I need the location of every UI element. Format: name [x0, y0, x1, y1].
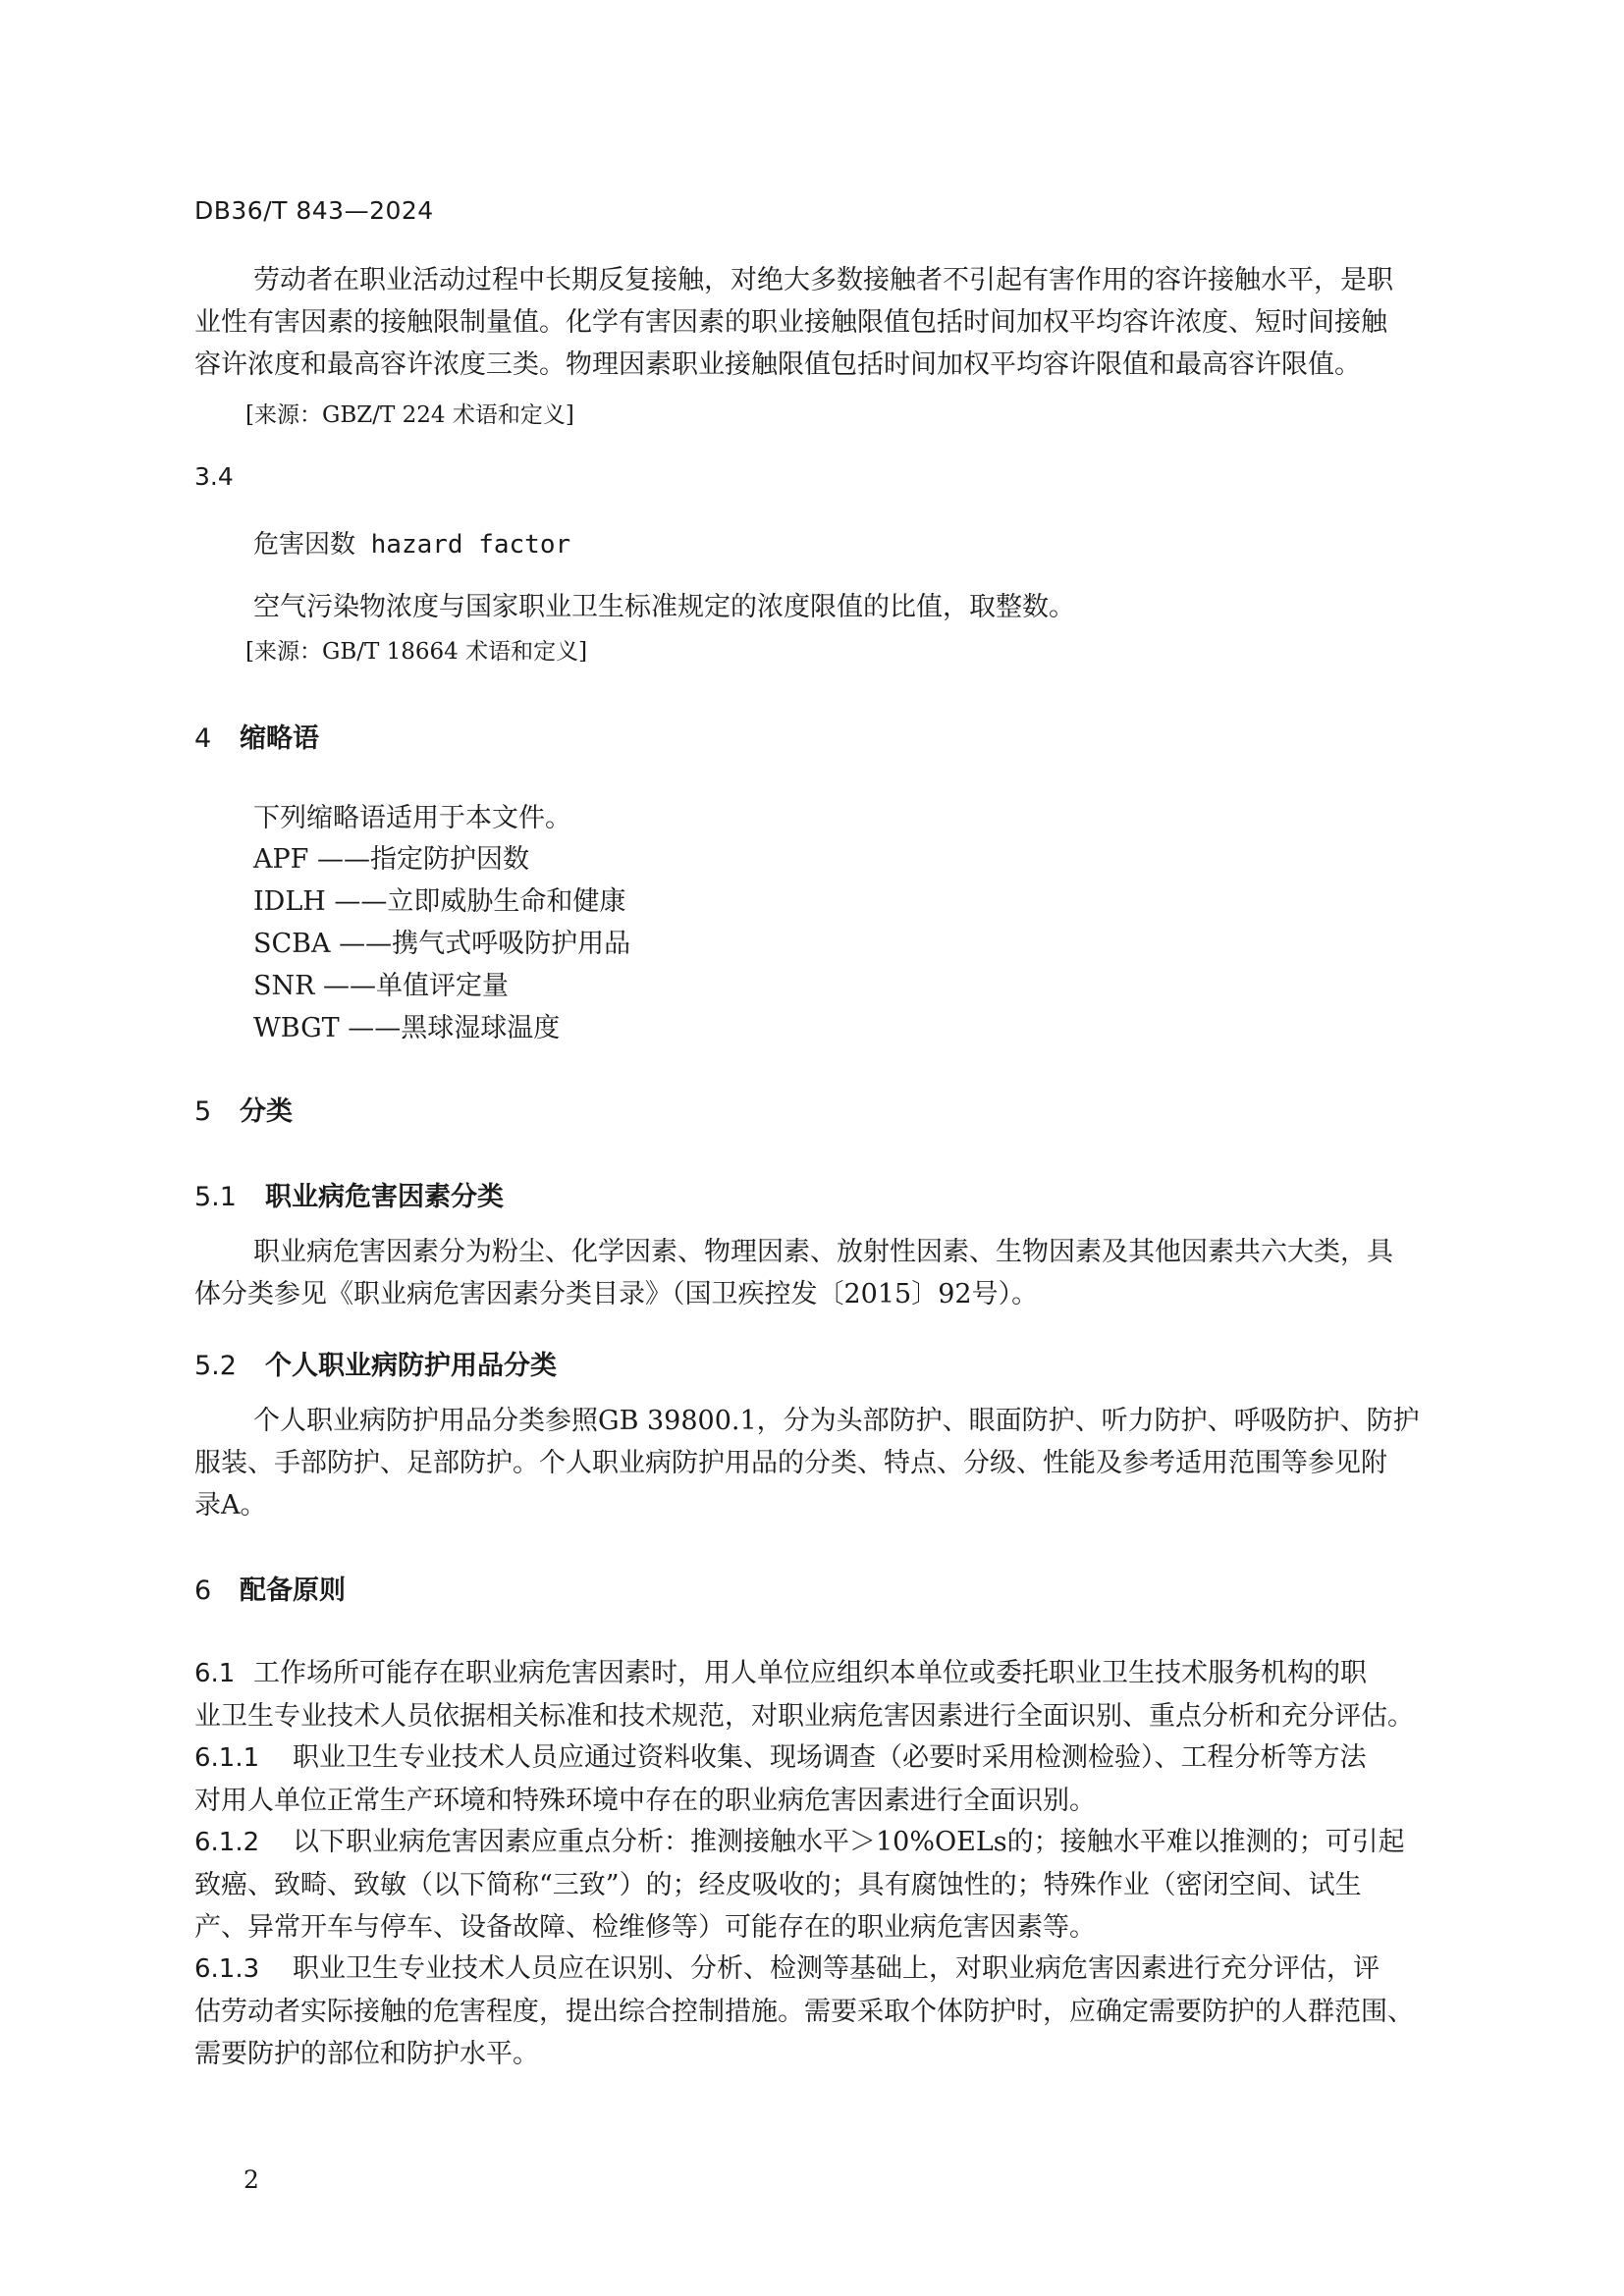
text-line: 服装、手部防护、足部防护。个人职业病防护用品的分类、特点、分级、性能及参考适用范围等参见附 — [194, 1448, 1387, 1478]
text-line: 产、异常开车与停车、设备故障、检维修等）可能存在的职业病危害因素等。 — [194, 1912, 1096, 1943]
abbreviation-dash: —— — [317, 844, 370, 875]
text-line: 容许浓度和最高容许浓度三类。物理因素职业接触限值包括时间加权平均容许限值和最高容许限值。 — [194, 349, 1361, 380]
text-line: 业性有害因素的接触限制量值。化学有害因素的职业接触限值包括时间加权平均容许浓度、短时间接触 — [194, 307, 1387, 338]
abbreviation-term: APF — [253, 844, 309, 875]
text-line: 估劳动者实际接触的危害程度，提出综合控制措施。需要采取个体防护时，应确定需要防护的人群范围、 — [194, 1997, 1414, 2027]
text-line: 体分类参见《职业病危害因素分类目录》（国卫疾控发〔2015〕92号）。 — [194, 1279, 1039, 1309]
page-number: 2 — [244, 2165, 259, 2194]
section-number: 6 — [194, 1575, 212, 1606]
section-title: 缩略语 — [240, 723, 319, 754]
clause-6-1 — [194, 1652, 1471, 1737]
abbreviation-term: WBGT — [253, 1013, 340, 1043]
definition-continuation — [194, 259, 1471, 386]
abbreviation-term: SCBA — [253, 929, 331, 959]
document-header-id: DB36/T 843—2024 — [194, 196, 434, 225]
abbreviation-item — [253, 880, 625, 918]
term-title: 危害因数 hazard factor — [253, 530, 571, 560]
abbreviation-meaning: 指定防护因数 — [370, 844, 529, 875]
subsection-body — [194, 1400, 1471, 1526]
clause-6-1-1 — [194, 1736, 1471, 1822]
section-title: 分类 — [240, 1096, 293, 1127]
abbreviation-item — [253, 964, 509, 1002]
clause-6-1-3 — [194, 1948, 1471, 2075]
subsection-body — [194, 1231, 1471, 1315]
abbreviation-meaning: 单值评定量 — [376, 971, 510, 1001]
clause-number: 6.1.2 — [194, 1828, 260, 1857]
clause-number: 6.1.1 — [194, 1743, 260, 1773]
subsection-title: 个人职业病防护用品分类 — [265, 1351, 557, 1381]
subsection-number: 5.1 — [194, 1182, 237, 1212]
source-note: [来源：GB/T 18664 术语和定义] — [245, 639, 588, 665]
section-heading — [194, 717, 319, 755]
abbreviation-dash: —— — [323, 971, 377, 1001]
clause-number: 6.1.3 — [194, 1954, 260, 1984]
abbreviation-meaning: 黑球湿球温度 — [401, 1013, 561, 1043]
subsection-heading — [194, 1175, 504, 1213]
section-heading — [194, 1569, 346, 1607]
text-line: 录A。 — [194, 1490, 267, 1521]
subsection-number: 5.2 — [194, 1351, 237, 1381]
abbreviation-meaning: 立即威胁生命和健康 — [387, 886, 626, 917]
text-line: 职业卫生专业技术人员应在识别、分析、检测等基础上，对职业病危害因素进行充分评估，评 — [293, 1953, 1380, 1984]
text-line: 对用人单位正常生产环境和特殊环境中存在的职业病危害因素进行全面识别。 — [194, 1786, 1096, 1816]
clause-6-1-2 — [194, 1821, 1471, 1949]
abbreviation-term: IDLH — [253, 886, 326, 917]
abbreviation-dash: —— — [339, 929, 393, 959]
text-line: 职业卫生专业技术人员应通过资料收集、现场调查（必要时采用检测检验）、工程分析等方法 — [293, 1742, 1367, 1773]
text-line: 需要防护的部位和防护水平。 — [194, 2039, 539, 2069]
text-line: 致癌、致畸、致敏（以下简称“三致”）的；经皮吸收的；具有腐蚀性的；特殊作业（密闭空间、试生 — [194, 1870, 1362, 1900]
abbreviation-item — [253, 1006, 560, 1044]
abbreviation-item — [253, 922, 630, 960]
clause-number: 3.4 — [194, 462, 234, 491]
text-line: 以下职业病危害因素应重点分析：推测接触水平＞10%OELs的；接触水平难以推测的；可引起 — [293, 1827, 1405, 1857]
subsection-heading — [194, 1344, 557, 1382]
section-number: 5 — [194, 1096, 212, 1127]
section-heading — [194, 1090, 293, 1128]
abbreviation-term: SNR — [253, 971, 315, 1001]
abbreviation-dash: —— — [334, 886, 388, 917]
subsection-title: 职业病危害因素分类 — [265, 1182, 504, 1212]
term-definition: 空气污染物浓度与国家职业卫生标准规定的浓度限值的比值，取整数。 — [253, 592, 1075, 622]
source-note: [来源：GBZ/T 224 术语和定义] — [245, 402, 574, 428]
text-line: 业卫生专业技术人员依据相关标准和技术规范，对职业病危害因素进行全面识别、重点分析和充分评估。 — [194, 1701, 1414, 1732]
text-line: 工作场所可能存在职业病危害因素时，用人单位应组织本单位或委托职业卫生技术服务机构的职 — [253, 1658, 1367, 1688]
abbreviation-intro: 下列缩略语适用于本文件。 — [253, 803, 571, 833]
section-number: 4 — [194, 723, 212, 754]
abbreviation-meaning: 携气式呼吸防护用品 — [392, 929, 631, 959]
abbreviation-dash: —— — [348, 1013, 402, 1043]
text-line: 职业病危害因素分为粉尘、化学因素、物理因素、放射性因素、生物因素及其他因素共六大类，具 — [253, 1237, 1393, 1267]
section-title: 配备原则 — [240, 1575, 346, 1606]
clause-number: 6.1 — [194, 1659, 236, 1688]
abbreviation-item — [253, 837, 529, 876]
text-line: 个人职业病防护用品分类参照GB 39800.1，分为头部防护、眼面防护、听力防护、呼吸防护、防护 — [253, 1406, 1420, 1436]
text-line: 劳动者在职业活动过程中长期反复接触，对绝大多数接触者不引起有害作用的容许接触水平，是职 — [253, 265, 1393, 295]
